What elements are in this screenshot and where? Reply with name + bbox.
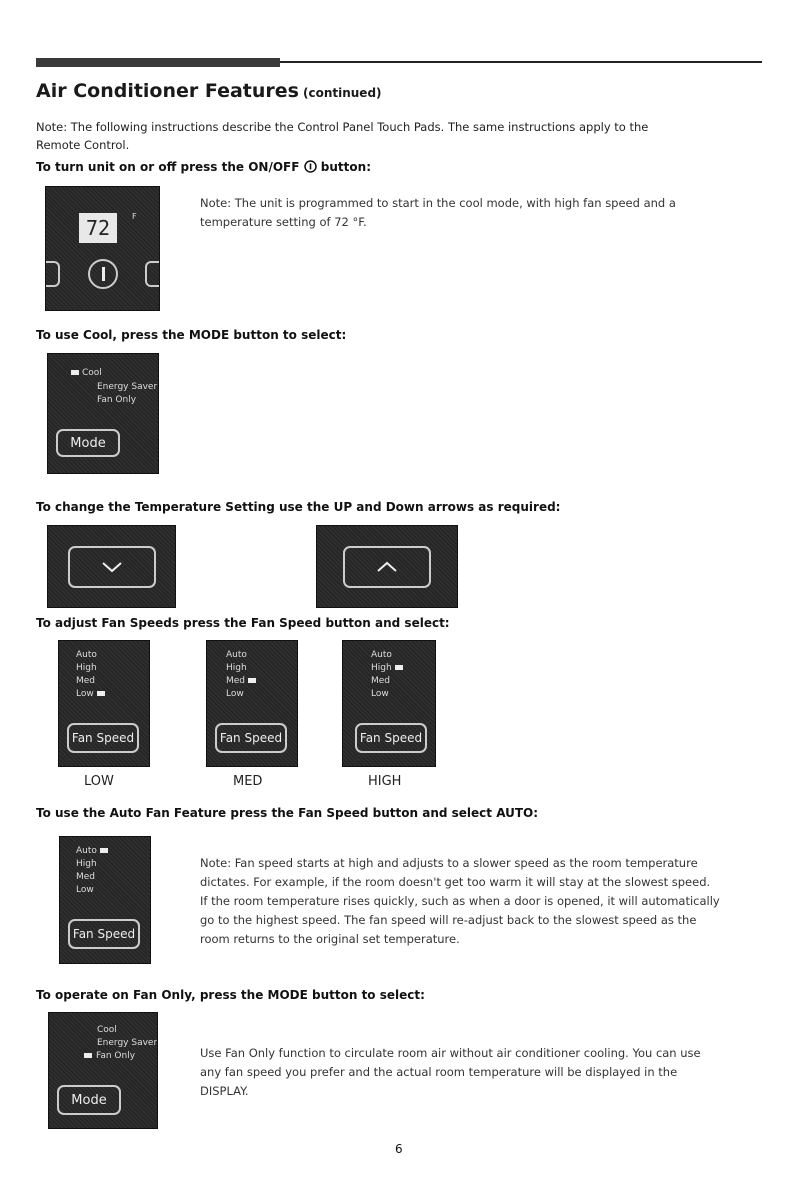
speed-auto: Auto xyxy=(371,650,392,660)
display-unit: F xyxy=(132,212,137,221)
speed-med: Med xyxy=(76,872,96,882)
caption-high: HIGH xyxy=(368,774,402,789)
fan-speed-button[interactable]: Fan Speed xyxy=(355,723,427,753)
chevron-up-icon xyxy=(376,561,398,573)
speed-label: High xyxy=(371,663,392,673)
speed-med: Med xyxy=(371,676,391,686)
chevron-down-icon xyxy=(101,561,123,573)
speed-high: High xyxy=(226,663,247,673)
right-touch-pad[interactable] xyxy=(145,261,160,287)
mode-item-cool: Cool xyxy=(97,1025,117,1035)
selected-indicator xyxy=(71,370,79,375)
caption-med: MED xyxy=(233,774,263,789)
speed-high: High xyxy=(76,663,97,673)
fanonly-mode-panel xyxy=(48,1012,158,1129)
speed-low: Low xyxy=(226,689,244,699)
selected-indicator xyxy=(97,691,105,696)
speed-med: Med xyxy=(76,676,96,686)
fan-panel-auto xyxy=(59,836,151,964)
mode-item-fan-only: Fan Only xyxy=(97,395,137,405)
auto-heading: To use the Auto Fan Feature press the Fan Speed button and select AUTO: xyxy=(36,806,539,820)
page-title xyxy=(36,80,382,102)
selected-indicator xyxy=(84,1053,92,1058)
fanonly-note: Use Fan Only function to circulate room air without air conditioner cooling. You can use any fan speed you prefer and the actual room temperature will be displayed in the DISPLAY. xyxy=(200,1046,701,1098)
speed-label: Med xyxy=(226,676,246,686)
header-bar xyxy=(36,58,280,67)
temperature-display xyxy=(79,213,117,243)
down-button[interactable] xyxy=(68,546,156,588)
speed-auto xyxy=(76,845,111,857)
speed-low: Low xyxy=(76,885,94,895)
speed-low: Low xyxy=(371,689,389,699)
speed-auto: Auto xyxy=(76,650,97,660)
mode-label: Cool xyxy=(82,368,102,378)
temp-heading: To change the Temperature Setting use the UP and Down arrows as required: xyxy=(36,500,561,514)
title-subtitle: (continued) xyxy=(302,86,382,100)
speed-low xyxy=(76,688,108,700)
speed-med xyxy=(226,675,259,687)
selected-indicator xyxy=(395,665,403,670)
page-number: 6 xyxy=(395,1142,403,1156)
mode-item-fan-only xyxy=(84,1050,135,1062)
mode-item-energy-saver: Energy Saver xyxy=(97,382,158,392)
power-line-icon xyxy=(102,267,105,281)
selected-indicator xyxy=(100,848,108,853)
up-arrow-panel xyxy=(316,525,458,608)
mode-button[interactable]: Mode xyxy=(57,1085,121,1115)
fanonly-heading: To operate on Fan Only, press the MODE button to select: xyxy=(36,988,425,1002)
onoff-heading-suffix: button: xyxy=(320,160,371,174)
fan-speed-button[interactable]: Fan Speed xyxy=(215,723,287,753)
display-digits: 72 xyxy=(85,216,111,240)
title-text: Air Conditioner Features xyxy=(36,80,299,102)
speed-auto: Auto xyxy=(226,650,247,660)
down-arrow-panel xyxy=(47,525,176,608)
left-touch-pad[interactable] xyxy=(45,261,60,287)
mode-item-cool xyxy=(84,367,102,379)
fan-speed-button[interactable]: Fan Speed xyxy=(67,723,139,753)
fan-panel-high xyxy=(342,640,436,767)
cool-heading: To use Cool, press the MODE button to select: xyxy=(36,328,347,342)
intro-note: Note: The following instructions describe the Control Panel Touch Pads. The same instructions apply to the Remote Control. xyxy=(36,120,649,152)
mode-item-energy-saver: Energy Saver xyxy=(97,1038,158,1048)
caption-low: LOW xyxy=(84,774,114,789)
onoff-heading xyxy=(36,160,371,174)
fan-panel-med xyxy=(206,640,298,767)
fan-speed-button[interactable]: Fan Speed xyxy=(68,919,140,949)
auto-note: Note: Fan speed starts at high and adjusts to a slower speed as the room temperature dictates. For example, if the room doesn't get too warm it will stay at the slowest speed. If the room temperature rises quickly, such as when a door is opened, it will automatically go to the highest speed. The fan speed will re-adjust back to the slowest speed as the room returns to the original set temperature. xyxy=(200,856,720,946)
cool-mode-panel xyxy=(47,353,159,474)
power-symbol-icon xyxy=(304,160,317,173)
mode-label: Fan Only xyxy=(96,1051,136,1061)
speed-label: Auto xyxy=(76,846,97,856)
selected-indicator xyxy=(248,678,256,683)
fan-panel-low xyxy=(58,640,150,767)
mode-button[interactable]: Mode xyxy=(56,429,120,457)
onoff-control-panel xyxy=(45,186,160,311)
speed-high: High xyxy=(76,859,97,869)
onoff-note: Note: The unit is programmed to start in the cool mode, with high fan speed and a temperature setting of 72 °F. xyxy=(200,196,676,229)
onoff-heading-text: To turn unit on or off press the ON/OFF xyxy=(36,160,300,174)
fan-heading: To adjust Fan Speeds press the Fan Speed button and select: xyxy=(36,616,450,630)
speed-high xyxy=(371,662,406,674)
speed-label: Low xyxy=(76,689,94,699)
power-button[interactable] xyxy=(88,259,118,289)
up-button[interactable] xyxy=(343,546,431,588)
